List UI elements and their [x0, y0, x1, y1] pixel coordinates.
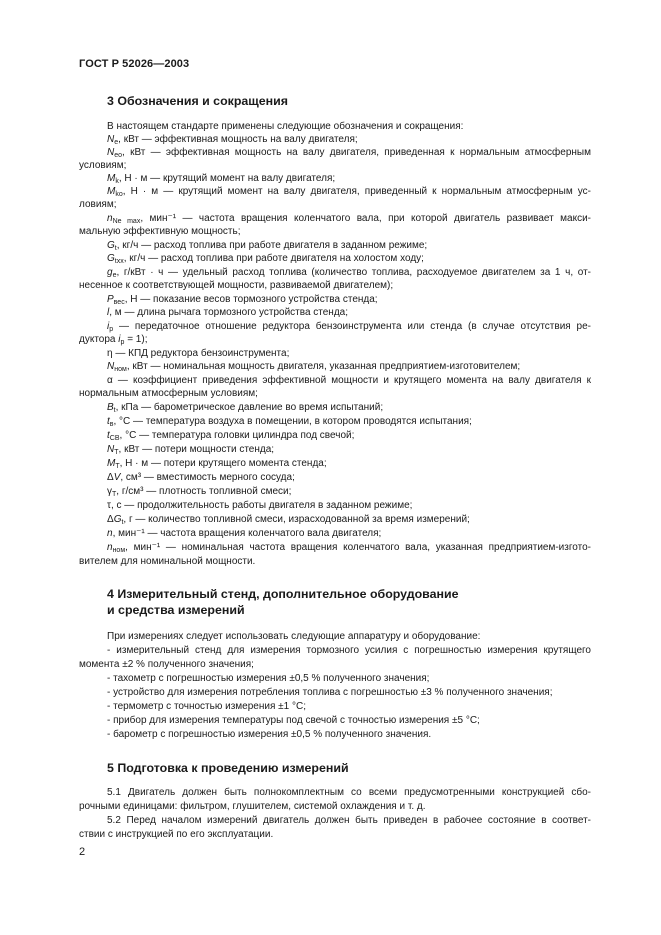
list-item: - устройство для измерения потребления топлива с погрешностью ±3 % полученного значения; — [107, 687, 553, 698]
list-item: - термометр с точностью измерения ±1 °С; — [107, 701, 306, 712]
def-bt: $B_t$, кПа — барометрическое давление во время испытаний; — [107, 402, 384, 414]
page-number: 2 — [79, 846, 86, 858]
para-5-2: 5.2 Перед началом измерений двигатель должен быть приведен в рабочее состояние в соответ- — [107, 815, 591, 826]
list-item: - барометр с погрешностью измерения ±0,5 % полученного значения. — [107, 729, 432, 740]
def-ge: $g_e$, г/кВт · ч — удельный расход топлива (количество топлива, расходуемое двигателем за 1 ч, от- — [107, 267, 591, 279]
para-5-1: 5.1 Двигатель должен быть полнокомплектным со всеми предусмотренными конструкцией сбо- — [107, 787, 591, 798]
def-nnomr: $n_{ном}$, мин⁻¹ — номинальная частота вращения коленчатого вала, указанная предприятием-изгото- — [107, 542, 591, 554]
def-neo-cont: условиям; — [79, 160, 127, 171]
para-5-2-cont: ствии с инструкцией по его эксплуатации. — [79, 829, 274, 840]
def-nnom: $N_{ном}$, кВт — номинальная мощность двигателя, указанная предприятием-изготовителем; — [107, 361, 521, 373]
standard-header: ГОСТ Р 52026—2003 — [79, 58, 190, 70]
section-3-title: 3 Обозначения и сокращения — [107, 94, 288, 108]
def-l: l, м — длина рычага тормозного устройства стенда; — [107, 307, 349, 318]
def-nmax: $n_{Ne max}$, мин⁻¹ — частота вращения коленчатого вала, при которой двигатель развивает макси- — [107, 213, 591, 225]
def-mt: $M_T$, Н · м — потери крутящего момента стенда; — [107, 458, 327, 470]
def-pves: $P_{вес}$, Н — показание весов тормозного устройства стенда; — [107, 294, 378, 306]
list-item: - измерительный стенд для измерения тормозного усилия с погрешностью измерения крутящего — [107, 645, 591, 656]
def-ip: $i_p$ — передаточное отношение редуктора бензоинструмента или стенда (в случае отсутствия ре- — [107, 321, 591, 333]
para-5-1-cont: рочными единицами: фильтром, глушителем, системой охлаждения и т. д. — [79, 801, 426, 812]
def-n: n, мин⁻¹ — частота вращения коленчатого вала двигателя; — [107, 528, 382, 539]
section-4-title: 4 Измерительный стенд, дополнительное оборудование — [107, 587, 459, 601]
def-tsv: $t_{СВ}$, °С — температура головки цилиндра под свечой; — [107, 430, 355, 442]
def-dv: ΔV, см³ — вместимость мерного сосуда; — [107, 472, 295, 483]
def-tau: τ, с — продолжительность работы двигателя в заданном режиме; — [107, 500, 413, 511]
def-nmax-cont: мальную эффективную мощность; — [79, 226, 241, 237]
def-mk: $M_k$, Н · м — крутящий момент на валу двигателя; — [107, 173, 336, 185]
section-5-title: 5 Подготовка к проведению измерений — [107, 761, 349, 775]
def-gammat: $\gamma_T$, г/см³ — плотность топливной смеси; — [107, 486, 292, 498]
def-neo: $N_{eo}$, кВт — эффективная мощность на валу двигателя, приведенная к нормальным атмосферным — [107, 147, 591, 159]
def-gt: $G_t$, кг/ч — расход топлива при работе двигателя в заданном режиме; — [107, 240, 428, 252]
s3-intro: В настоящем стандарте применены следующие обозначения и сокращения: — [107, 121, 464, 132]
list-item: - тахометр с погрешностью измерения ±0,5 % полученного значения; — [107, 673, 430, 684]
list-item: - прибор для измерения температуры под свечой с точностью измерения ±5 °С; — [107, 715, 480, 726]
def-ne: $N_e$, кВт — эффективная мощность на валу двигателя; — [107, 134, 358, 146]
def-gtxx: $G_{txx}$, кг/ч — расход топлива при работе двигателя на холостом ходу; — [107, 253, 424, 265]
list-item: момента ±2 % полученного значения; — [79, 659, 254, 670]
def-ip-cont: дуктора $i_p = 1$); — [79, 334, 148, 346]
def-mko: $M_{ko}$, Н · м — крутящий момент на валу двигателя, приведенный к нормальным атмосферным ус- — [107, 186, 591, 198]
def-nnomr-cont: вителем для номинальной мощности. — [79, 556, 256, 567]
def-dgt: $\Delta G_t$, г — количество топливной смеси, израсходованной за время измерений; — [107, 514, 470, 526]
s4-intro: При измерениях следует использовать следующие аппаратуру и оборудование: — [107, 631, 481, 642]
section-4-title-cont: и средства измерений — [107, 603, 245, 617]
def-eta: η — КПД редуктора бензоинструмента; — [107, 348, 290, 359]
def-ge-cont: несенное к соответствующей мощности, развиваемой двигателем); — [79, 280, 394, 291]
def-tv: $t_в$, °С — температура воздуха в помещении, в котором проводятся испытания; — [107, 416, 472, 428]
def-alpha-cont: нормальным атмосферным условиям; — [79, 388, 258, 399]
def-mko-cont: ловиям; — [79, 199, 117, 210]
def-alpha: α — коэффициент приведения эффективной мощности и крутящего момента на валу двигателя к — [107, 375, 591, 386]
def-nt: $N_T$, кВт — потери мощности стенда; — [107, 444, 275, 456]
